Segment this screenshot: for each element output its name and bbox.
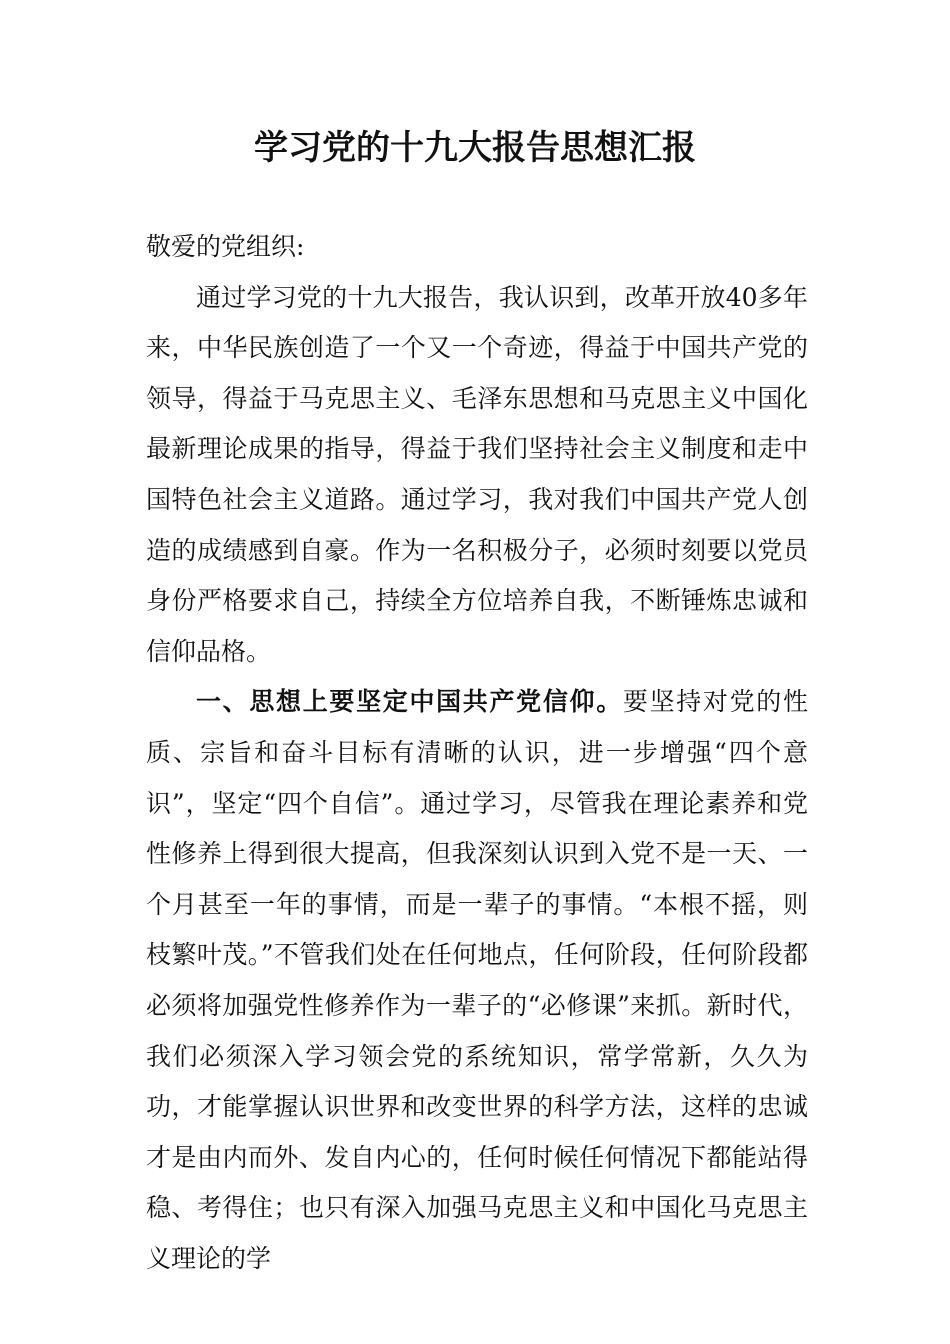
section-one-heading: 一、思想上要坚定中国共产党信仰。 [196,687,623,717]
salutation: 敬爱的党组织: [146,232,305,261]
section-one-text: 要坚持对党的性质、宗旨和奋斗目标有清晰的认识，进一步增强“四个意识”，坚定“四个自信”。通过学习，尽管我在理论素养和党性修养上得到很大提高，但我深刻认识到入党不是一天、一个月甚至一年的事情，而是一辈子的事情。“本根不摇，则枝繁叶茂。”不管我们处在任何地点，任何阶段，任何阶段都必须将加强党性修养作为一辈子的“必修课”来抓。新时代，我们必须深入学习领会党的系统知识，常学常新，久久为功，才能掌握认识世界和改变世界的科学方法，这样的忠诚才是由内而外、发自内心的，任何时候任何情况下都能站得稳、考得住；也只有深入加强马克思主义和中国化马克思主义理论的学 [146,687,808,1273]
paragraph-intro [146,273,808,678]
document-title: 学习党的十九大报告思想汇报 [254,128,696,168]
paragraph-section-one [146,677,808,1284]
paragraph-intro-text: 通过学习党的十九大报告，我认识到，改革开放40多年来，中华民族创造了一个又一个奇迹，得益于中国共产党的领导，得益于马克思主义、毛泽东思想和马克思主义中国化最新理论成果的指导，得益于我们坚持社会主义制度和走中国特色社会主义道路。通过学习，我对我们中国共产党人创造的成绩感到自豪。作为一名积极分子，必须时刻要以党员身份严格要求自己，持续全方位培养自我，不断锤炼忠诚和信仰品格。 [146,282,808,666]
document-body [146,222,808,1284]
